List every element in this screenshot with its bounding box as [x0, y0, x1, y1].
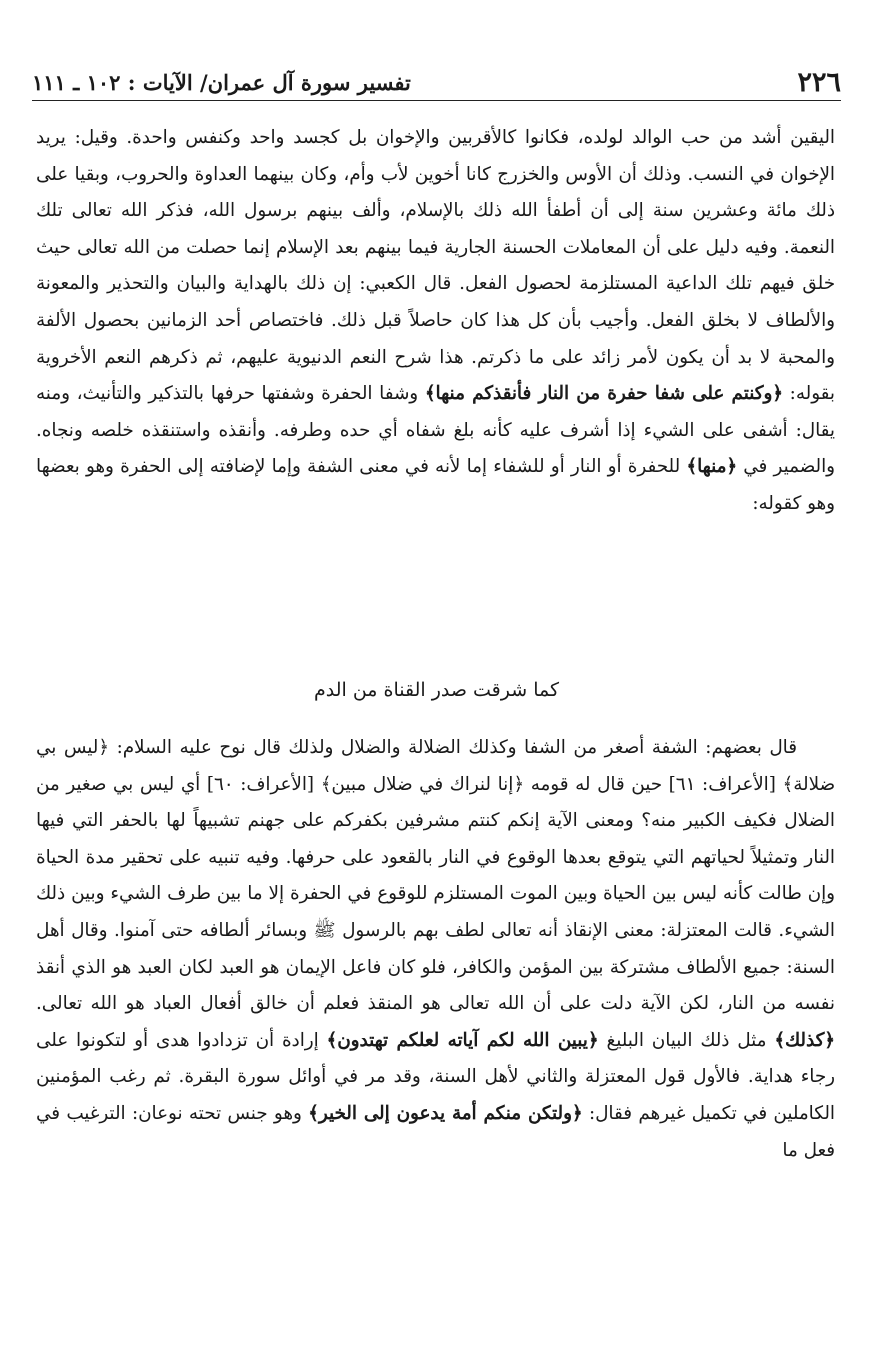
- paragraph: [36, 730, 835, 1169]
- quran-quote: ﴿منها﴾: [686, 456, 738, 478]
- text-run: وشفا الحفرة وشفتها حرفها بالتذكير والتأنيث، ومنه يقال: أشفى على الشيء إذا أشرف عليه كأنه بلغ شفاه أي حده وطرفه. وأنقذه واستنقذه خلصه ونجاه. والضمير في: [36, 383, 836, 478]
- quran-quote: ﴿يبين الله لكم آياته لعلكم تهتدون﴾: [326, 1029, 599, 1051]
- text-run: إرادة أن تزدادوا هدى أو لتكونوا على رجاء هداية. فالأول قول المعتزلة والثاني لأهل السنة، وقد مر في أوائل سورة البقرة. ثم رغب المؤمنين الكاملين في تكميل غيرهم فقال:: [36, 1029, 835, 1124]
- quran-quote: ﴿ولتكن منكم أمة يدعون إلى الخير﴾: [308, 1102, 583, 1124]
- page-number: ٢٢٦: [797, 66, 841, 98]
- text-run: للحفرة أو النار أو للشفاء إما لأنه في معنى الشفة وإما لإضافته إلى الحفرة وهو بعضها وهو كقوله:: [36, 456, 835, 514]
- text-run: [الأعراف: ٦٠] أي ليس بي صغير من الضلال فكيف الكبير منه؟ ومعنى الآية إنكم كنتم مشرفين بكفركم على جهنم تشبيهاً لها بالحفر التي فيها النار وتمثيلاً لحياتهم التي يتوقع بعدها الوقوع في النار بالقعود على حرفها. وفيه تنبيه على تحقير مدة الحياة وإن طالت كأنه ليس بين الحياة وبين الموت المستلزم للوقوع في الحفرة إلا ما بين طرف الشيء وبين ذلك الشيء. قالت المعتزلة: معنى الإنقاذ أنه تعالى لطف بهم بالرسول ﷺ وبسائر ألطافه حتى آمنوا. وقال أهل السنة: جميع الألطاف مشتركة بين المؤمن والكافر، فلو كان فاعل الإيمان هو العبد لكان العبد هو الذي أنقذ نفسه من النار، لكن الآية دلت على أن الله تعالى هو المنقذ فعلم أن خالق أفعال العباد هو الله تعالى.: [36, 773, 835, 1015]
- text-run: اليقين أشد من حب الوالد لولده، فكانوا كالأقربين والإخوان بل كجسد واحد وكنفس واحدة. وقيل: يريد الإخوان في النسب. وذلك أن الأوس والخزرج كانا أخوين لأب وأم، وكان بينهما العداوة والحروب، وبقيا على ذلك مائة وعشرين سنة إلى أن أطفأ الله ذلك بالإسلام، وألف بينهم برسول الله، فذكر الله تعالى تلك النعمة. وفيه دليل على أن المعاملات الحسنة الجارية فيما بينهم بعد الإسلام إنما حصلت من الله تعالى حيث خلق فيهم تلك الداعية المستلزمة لحصول الفعل. قال الكعبي: إن ذلك بالهداية والبيان والتحذير والمعونة والألطاف لا بخلق الفعل. وأجيب بأن كل هذا كان حاصلاً قبل ذلك. فاختصاص أحد الزمانين بحصول الألفة والمحبة لا بد أن يكون لأمر زائد على ما ذكرتم. هذا شرح النعم الدنيوية عليهم، ثم ذكرهم النعم الأخروية بقوله:: [36, 127, 835, 405]
- text-run: وهو جنس تحته نوعان: الترغيب في فعل ما: [36, 1102, 835, 1161]
- text-run: قال بعضهم: الشفة أصغر من الشفا وكذلك الضلالة والضلال ولذلك قال نوح عليه السلام:: [109, 737, 797, 758]
- main-text-block-2: [36, 730, 835, 1169]
- text-run: مثل ذلك البيان البليغ: [598, 1029, 775, 1051]
- text-run: [الأعراف: ٦١] حين قال له قومه: [524, 773, 783, 795]
- paragraph: [36, 120, 835, 523]
- quran-quote: ﴿ليس بي ضلالة﴾: [36, 737, 835, 795]
- main-text-block-1: [36, 120, 835, 523]
- quran-quote: ﴿إنا لنراك في ضلال مبين﴾: [320, 773, 525, 795]
- poetry-verse: كما شرقت صدر القناة من الدم: [313, 679, 560, 701]
- page-header: [32, 64, 841, 101]
- quran-quote: ﴿كذلك﴾: [774, 1029, 836, 1051]
- quran-quote: ﴿وكنتم على شفا حفرة من النار فأنقذكم منها﴾: [424, 383, 783, 405]
- running-title: تفسير سورة آل عمران/ الآيات : ١٠٢ ـ ١١١: [32, 69, 411, 95]
